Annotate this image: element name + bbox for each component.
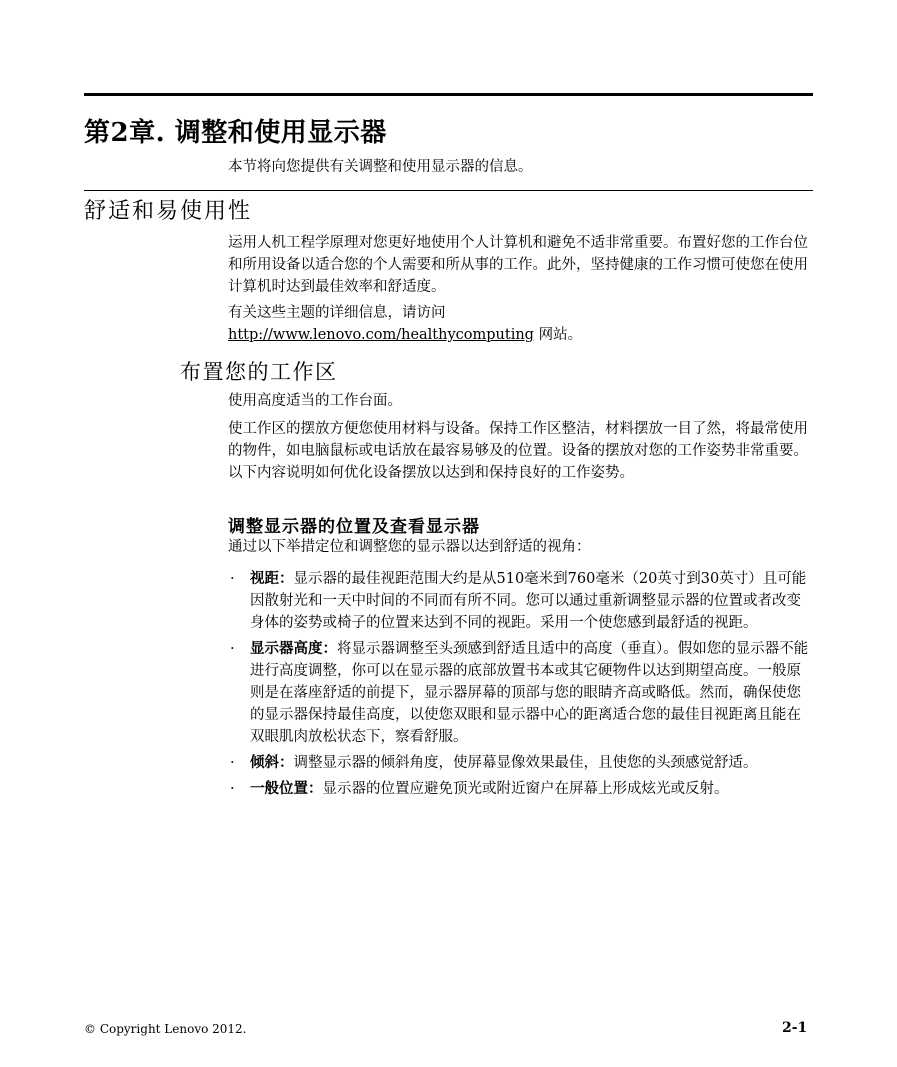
- workspace-paragraph-1: 使用高度适当的工作台面。: [228, 393, 402, 409]
- chapter-title: 第2章. 调整和使用显示器: [84, 118, 387, 148]
- page-number: 2-1: [782, 1020, 808, 1036]
- section-title-monitor: 调整显示器的位置及查看显示器: [228, 517, 480, 537]
- top-rule: [84, 93, 813, 96]
- bullet-term: 倾斜：: [250, 754, 294, 771]
- bullet-term: 视距：: [250, 570, 294, 587]
- bullet-general-position: [228, 778, 812, 800]
- comfort-link-suffix: 网站。: [533, 327, 583, 343]
- monitor-intro: 通过以下举措定位和调整您的显示器以达到舒适的视角：: [228, 539, 591, 555]
- bullet-viewing-distance: [228, 568, 812, 634]
- section-title-comfort: 舒适和易使用性: [84, 199, 253, 224]
- monitor-bullet-list: [228, 568, 812, 804]
- bullet-mark: ·: [230, 641, 235, 657]
- healthy-computing-link[interactable]: http://www.lenovo.com/healthycomputing: [228, 327, 534, 343]
- bullet-monitor-height: [228, 638, 812, 748]
- comfort-link-paragraph: [228, 302, 808, 346]
- workspace-paragraph-2: 使工作区的摆放方便您使用材料与设备。保持工作区整洁，材料摆放一目了然，将最常使用的物件，如电脑鼠标或电话放在最容易够及的位置。设备的摆放对您的工作姿势非常重要。以下内容说明如何优化设备摆放以达到和保持良好的工作姿势。: [228, 421, 808, 481]
- section-title-workspace: 布置您的工作区: [180, 360, 338, 384]
- bullet-text: 将显示器调整至头颈感到舒适且适中的高度（垂直）。假如您的显示器不能进行高度调整，你可以在显示器的底部放置书本或其它硬物件以达到期望高度。一般原则是在落座舒适的前提下，显示器屏幕的顶部与您的眼睛齐高或略低。然而，确保使您的显示器保持最佳高度，以使您双眼和显示器中心的距离适合您的最佳目视距离且能在双眼肌肉放松状态下，察看舒服。: [250, 641, 809, 745]
- bullet-mark: ·: [230, 571, 235, 587]
- bullet-term: 一般位置：: [250, 780, 323, 797]
- bullet-mark: ·: [230, 781, 235, 797]
- bullet-text: 调整显示器的倾斜角度，使屏幕显像效果最佳，且使您的头颈感觉舒适。: [293, 755, 758, 771]
- bullet-mark: ·: [230, 755, 235, 771]
- bullet-tilt: [228, 752, 812, 774]
- chapter-intro: 本节将向您提供有关调整和使用显示器的信息。: [228, 159, 533, 175]
- comfort-link-prefix: 有关这些主题的详细信息，请访问: [228, 305, 446, 321]
- bullet-term: 显示器高度：: [250, 640, 337, 657]
- bullet-text: 显示器的位置应避免顶光或附近窗户在屏幕上形成炫光或反射。: [322, 781, 729, 797]
- section-rule: [84, 190, 813, 191]
- footer-copyright: © Copyright Lenovo 2012.: [84, 1022, 247, 1036]
- comfort-paragraph: 运用人机工程学原理对您更好地使用个人计算机和避免不适非常重要。布置好您的工作台位和所用设备以适合您的个人需要和所从事的工作。此外，坚持健康的工作习惯可使您在使用计算机时达到最佳效率和舒适度。: [228, 235, 808, 295]
- bullet-text: 显示器的最佳视距范围大约是从510毫米到760毫米（20英寸到30英寸）且可能因散射光和一天中时间的不同而有所不同。您可以通过重新调整显示器的位置或者改变身体的姿势或椅子的位置来达到不同的视距。采用一个使您感到最舒适的视距。: [250, 571, 807, 631]
